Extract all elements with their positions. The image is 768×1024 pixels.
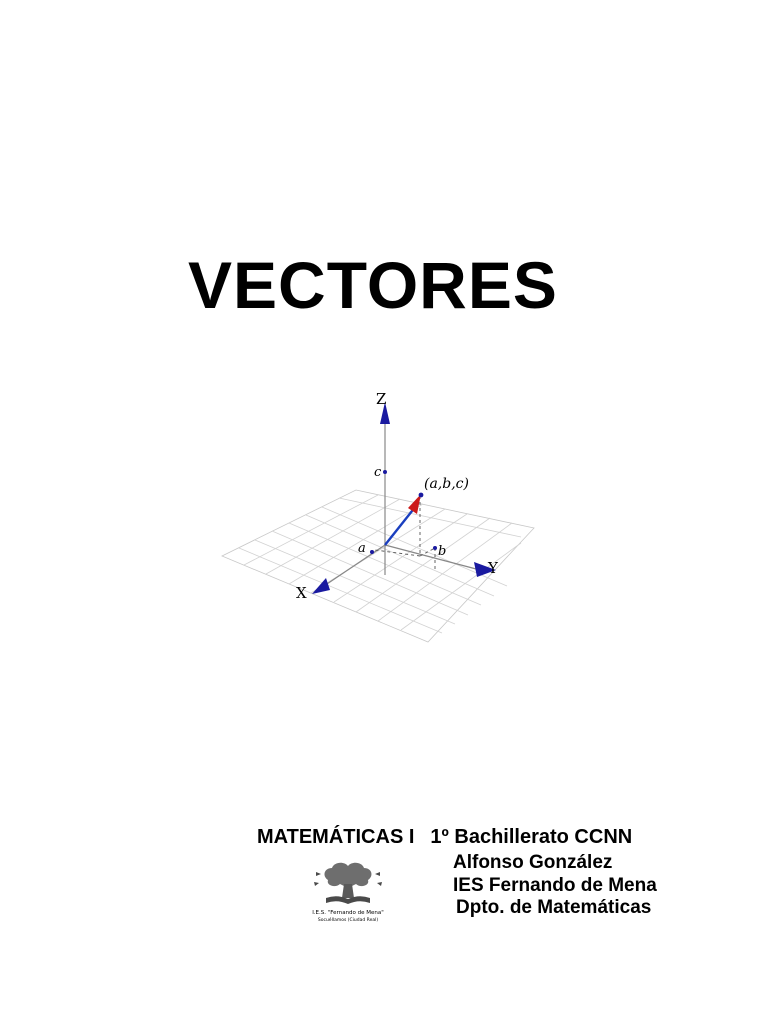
- point-c-marker: [383, 470, 387, 474]
- document-title: VECTORES: [188, 248, 558, 322]
- a-label: a: [358, 541, 366, 556]
- logo-caption-school: I.E.S. "Fernando de Mena": [312, 910, 384, 916]
- author-name: Alfonso González: [453, 852, 613, 873]
- department-name: Dpto. de Matemáticas: [456, 897, 652, 918]
- tree-book-logo-icon: [298, 858, 398, 910]
- x-axis-line: [318, 545, 385, 590]
- y-axis-line: [385, 545, 480, 570]
- school-name: IES Fernando de Mena: [453, 875, 657, 896]
- vector-line: [385, 506, 416, 545]
- x-axis-arrow-icon: [312, 578, 330, 594]
- b-label: b: [438, 544, 447, 559]
- z-axis-label: Z: [376, 390, 387, 408]
- logo-caption-location: Socuéllamos (Ciudad Real): [317, 918, 379, 923]
- school-logo: [298, 858, 398, 930]
- point-coordinates-label: (a,b,c): [424, 476, 469, 492]
- projection-lines: [375, 496, 435, 570]
- y-axis-label: Y: [488, 559, 498, 577]
- course-subject: MATEMÁTICAS I: [257, 826, 415, 848]
- vector-tip-icon: [408, 494, 421, 514]
- c-label: c: [374, 465, 382, 480]
- point-a-marker: [370, 550, 374, 554]
- course-line: [257, 827, 632, 847]
- point-b-marker: [433, 546, 437, 550]
- x-axis-label: X: [296, 584, 307, 602]
- vector-3d-figure: [210, 380, 550, 660]
- course-level: 1º Bachillerato CCNN: [430, 826, 633, 848]
- vector-endpoint-marker: [419, 493, 424, 498]
- vector-3d-svg: [210, 380, 550, 660]
